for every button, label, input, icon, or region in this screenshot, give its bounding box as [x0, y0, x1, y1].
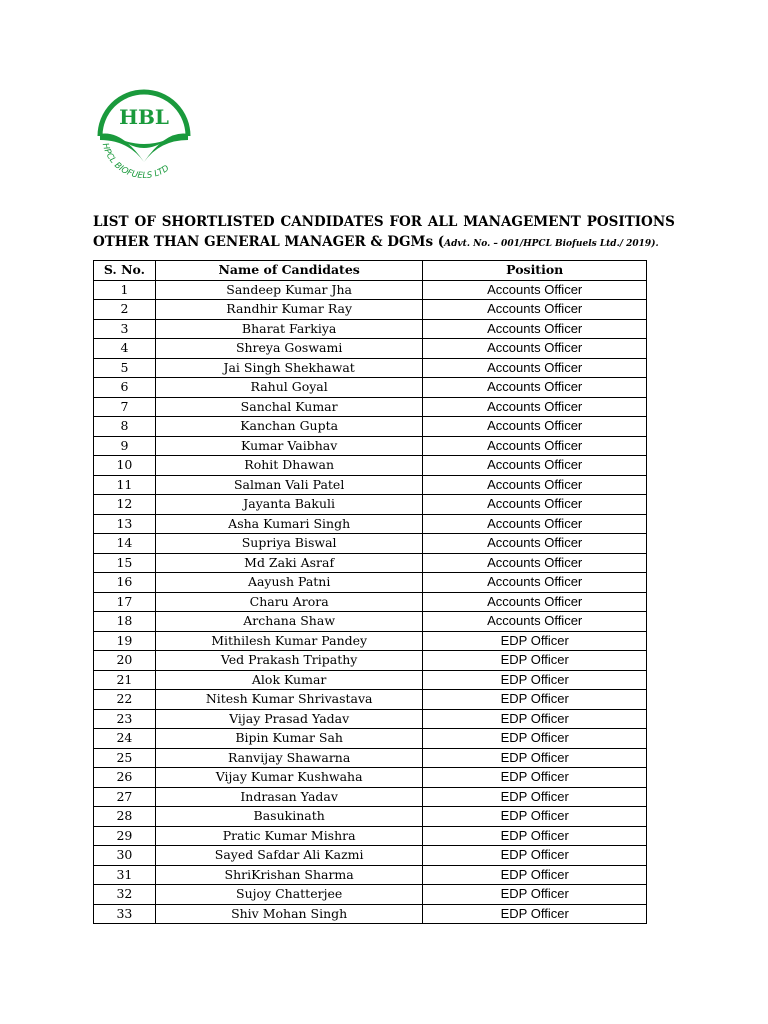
cell-sno: 32: [94, 885, 156, 905]
cell-sno: 31: [94, 865, 156, 885]
heading-word: ALL: [427, 214, 458, 230]
table-row: [94, 495, 647, 515]
logo-brand-text: HBL: [119, 105, 169, 129]
table-row: [94, 319, 647, 339]
table-row: [94, 436, 647, 456]
cell-position: EDP Officer: [423, 904, 647, 924]
cell-sno: 20: [94, 651, 156, 671]
cell-sno: 1: [94, 280, 156, 300]
cell-position: Accounts Officer: [423, 378, 647, 398]
cell-position: EDP Officer: [423, 729, 647, 749]
cell-sno: 3: [94, 319, 156, 339]
cell-name: Kanchan Gupta: [155, 417, 423, 437]
shortlist-table: [93, 260, 647, 924]
cell-position: EDP Officer: [423, 885, 647, 905]
cell-sno: 21: [94, 670, 156, 690]
table-row: [94, 300, 647, 320]
cell-name: Pratic Kumar Mishra: [155, 826, 423, 846]
cell-name: Nitesh Kumar Shrivastava: [155, 690, 423, 710]
cell-position: Accounts Officer: [423, 553, 647, 573]
cell-position: EDP Officer: [423, 748, 647, 768]
cell-position: Accounts Officer: [423, 495, 647, 515]
header-position: Position: [423, 261, 647, 281]
table-row: [94, 358, 647, 378]
cell-sno: 8: [94, 417, 156, 437]
cell-name: Shiv Mohan Singh: [155, 904, 423, 924]
cell-name: Indrasan Yadav: [155, 787, 423, 807]
cell-position: Accounts Officer: [423, 319, 647, 339]
table-row: [94, 865, 647, 885]
cell-position: EDP Officer: [423, 865, 647, 885]
table-row: [94, 417, 647, 437]
cell-position: Accounts Officer: [423, 475, 647, 495]
table-row: [94, 709, 647, 729]
cell-sno: 13: [94, 514, 156, 534]
cell-sno: 15: [94, 553, 156, 573]
cell-sno: 26: [94, 768, 156, 788]
cell-position: EDP Officer: [423, 846, 647, 866]
heading-line-2-text: OTHER THAN GENERAL MANAGER & DGMs (: [93, 234, 445, 250]
cell-name: Shreya Goswami: [155, 339, 423, 359]
svg-text:HPCL BIOFUELS LTD: [100, 142, 172, 181]
cell-position: EDP Officer: [423, 651, 647, 671]
table-row: [94, 456, 647, 476]
heading-word: FOR: [389, 214, 422, 230]
cell-name: Mithilesh Kumar Pandey: [155, 631, 423, 651]
table-row: [94, 475, 647, 495]
cell-position: Accounts Officer: [423, 300, 647, 320]
cell-position: Accounts Officer: [423, 358, 647, 378]
table-row: [94, 768, 647, 788]
cell-position: EDP Officer: [423, 768, 647, 788]
table-row: [94, 748, 647, 768]
cell-position: EDP Officer: [423, 690, 647, 710]
cell-sno: 24: [94, 729, 156, 749]
cell-name: Ved Prakash Tripathy: [155, 651, 423, 671]
table-row: [94, 651, 647, 671]
cell-position: EDP Officer: [423, 670, 647, 690]
cell-position: Accounts Officer: [423, 280, 647, 300]
cell-sno: 5: [94, 358, 156, 378]
cell-sno: 11: [94, 475, 156, 495]
cell-sno: 10: [94, 456, 156, 476]
cell-sno: 27: [94, 787, 156, 807]
cell-sno: 33: [94, 904, 156, 924]
cell-sno: 9: [94, 436, 156, 456]
table-row: [94, 846, 647, 866]
cell-position: Accounts Officer: [423, 397, 647, 417]
cell-sno: 22: [94, 690, 156, 710]
cell-sno: 30: [94, 846, 156, 866]
cell-sno: 6: [94, 378, 156, 398]
cell-position: EDP Officer: [423, 631, 647, 651]
table-row: [94, 397, 647, 417]
cell-position: Accounts Officer: [423, 456, 647, 476]
heading-word: OF: [134, 214, 156, 230]
cell-name: Bharat Farkiya: [155, 319, 423, 339]
logo-ring-text: HPCL BIOFUELS LTD: [99, 142, 172, 182]
table-header-row: [94, 261, 647, 281]
cell-position: Accounts Officer: [423, 514, 647, 534]
cell-position: EDP Officer: [423, 787, 647, 807]
document-heading: [93, 212, 675, 254]
cell-name: Vijay Kumar Kushwaha: [155, 768, 423, 788]
cell-name: Bipin Kumar Sah: [155, 729, 423, 749]
hbl-logo: [92, 84, 196, 188]
heading-word: POSITIONS: [586, 214, 675, 230]
cell-name: Supriya Biswal: [155, 534, 423, 554]
cell-name: Charu Arora: [155, 592, 423, 612]
table-row: [94, 573, 647, 593]
table-row: [94, 670, 647, 690]
table-row: [94, 807, 647, 827]
advertisement-number: Advt. No. – 001/HPCL Biofuels Ltd./ 2019).: [444, 239, 659, 249]
header-name: Name of Candidates: [155, 261, 423, 281]
cell-position: Accounts Officer: [423, 573, 647, 593]
table-row: [94, 280, 647, 300]
header-sno: S. No.: [94, 261, 156, 281]
heading-word: SHORTLISTED: [161, 214, 275, 230]
cell-position: EDP Officer: [423, 807, 647, 827]
cell-sno: 29: [94, 826, 156, 846]
cell-sno: 17: [94, 592, 156, 612]
heading-word: MANAGEMENT: [463, 214, 581, 230]
table-row: [94, 690, 647, 710]
cell-name: Sujoy Chatterjee: [155, 885, 423, 905]
table-row: [94, 592, 647, 612]
cell-name: Sanchal Kumar: [155, 397, 423, 417]
cell-name: ShriKrishan Sharma: [155, 865, 423, 885]
cell-name: Aayush Patni: [155, 573, 423, 593]
cell-sno: 25: [94, 748, 156, 768]
cell-sno: 16: [94, 573, 156, 593]
table-row: [94, 612, 647, 632]
cell-name: Jai Singh Shekhawat: [155, 358, 423, 378]
heading-line-1: [93, 212, 675, 232]
cell-position: Accounts Officer: [423, 592, 647, 612]
cell-name: Rahul Goyal: [155, 378, 423, 398]
cell-name: Archana Shaw: [155, 612, 423, 632]
cell-name: Basukinath: [155, 807, 423, 827]
cell-sno: 19: [94, 631, 156, 651]
table-row: [94, 631, 647, 651]
table-row: [94, 378, 647, 398]
table-row: [94, 729, 647, 749]
cell-name: Jayanta Bakuli: [155, 495, 423, 515]
cell-position: Accounts Officer: [423, 339, 647, 359]
cell-name: Sandeep Kumar Jha: [155, 280, 423, 300]
cell-sno: 23: [94, 709, 156, 729]
right-leaf-icon: [144, 134, 188, 162]
cell-sno: 18: [94, 612, 156, 632]
cell-position: Accounts Officer: [423, 612, 647, 632]
table-row: [94, 904, 647, 924]
cell-name: Rohit Dhawan: [155, 456, 423, 476]
cell-position: EDP Officer: [423, 709, 647, 729]
cell-sno: 4: [94, 339, 156, 359]
cell-sno: 28: [94, 807, 156, 827]
cell-name: Sayed Safdar Ali Kazmi: [155, 846, 423, 866]
cell-name: Ranvijay Shawarna: [155, 748, 423, 768]
cell-sno: 7: [94, 397, 156, 417]
cell-name: Randhir Kumar Ray: [155, 300, 423, 320]
heading-word: LIST: [93, 214, 129, 230]
table-row: [94, 553, 647, 573]
cell-name: Md Zaki Asraf: [155, 553, 423, 573]
cell-name: Alok Kumar: [155, 670, 423, 690]
cell-name: Kumar Vaibhav: [155, 436, 423, 456]
heading-word: CANDIDATES: [280, 214, 384, 230]
table-row: [94, 826, 647, 846]
cell-sno: 2: [94, 300, 156, 320]
cell-name: Salman Vali Patel: [155, 475, 423, 495]
table-row: [94, 787, 647, 807]
cell-position: EDP Officer: [423, 826, 647, 846]
heading-line-2: [93, 232, 675, 254]
cell-position: Accounts Officer: [423, 417, 647, 437]
cell-sno: 14: [94, 534, 156, 554]
cell-position: Accounts Officer: [423, 436, 647, 456]
table-row: [94, 534, 647, 554]
table-row: [94, 339, 647, 359]
cell-name: Vijay Prasad Yadav: [155, 709, 423, 729]
cell-name: Asha Kumari Singh: [155, 514, 423, 534]
cell-position: Accounts Officer: [423, 534, 647, 554]
cell-sno: 12: [94, 495, 156, 515]
table-row: [94, 885, 647, 905]
table-row: [94, 514, 647, 534]
